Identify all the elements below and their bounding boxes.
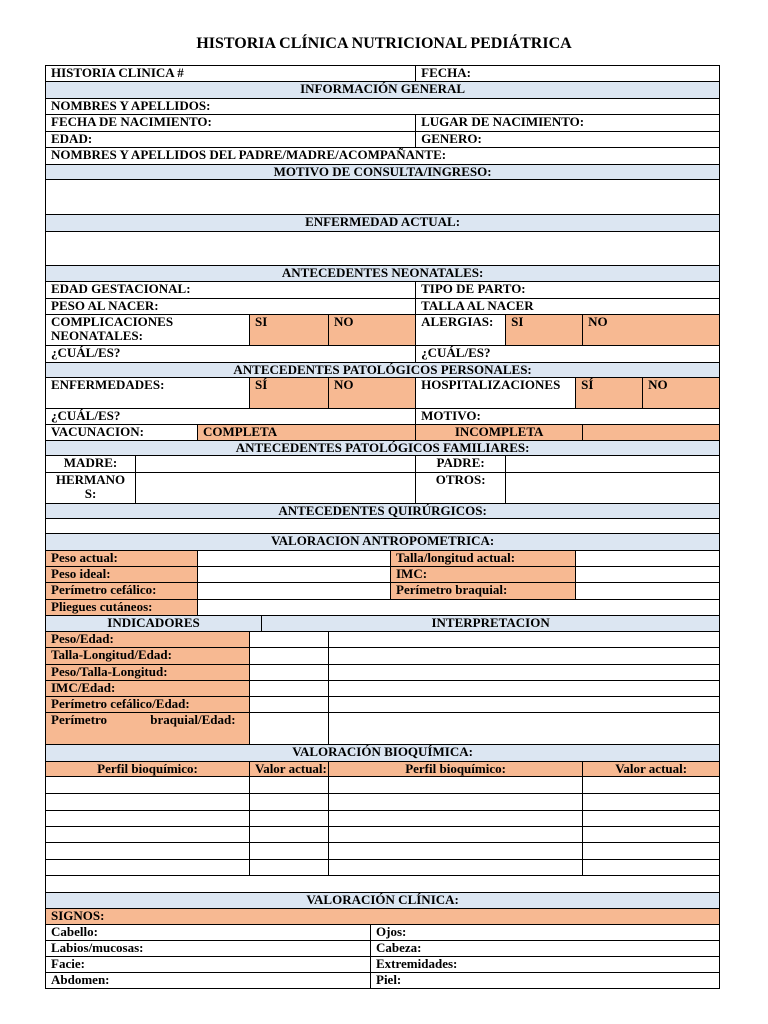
clinical-history-form (45, 65, 720, 989)
alergias-cuales-field[interactable]: ¿CUÁL/ES? (416, 346, 720, 363)
facie-field[interactable]: Facie: (46, 957, 371, 973)
bioquimica-cell[interactable] (329, 811, 583, 827)
valor-header: Valor actual: (250, 762, 329, 777)
alergias-label: ALERGIAS: (416, 315, 506, 346)
vacunacion-incompleta-option[interactable]: INCOMPLETA (416, 425, 583, 441)
indicador-label: Peso/Edad: (46, 632, 250, 648)
section-header-clinica: VALORACIÓN CLÍNICA: (46, 893, 720, 909)
bioquimica-cell[interactable] (250, 794, 329, 811)
madre-label: MADRE: (46, 456, 136, 473)
tipo-parto-field[interactable]: TIPO DE PARTO: (416, 282, 720, 299)
section-header-familiares: ANTECEDENTES PATOLÓGICOS FAMILIARES: (46, 441, 720, 456)
indicador-label: IMC/Edad: (46, 681, 250, 697)
perimetro-cefalico-label: Perímetro cefálico: (46, 583, 198, 600)
imc-label: IMC: (391, 567, 576, 583)
complicaciones-no-option[interactable]: NO (329, 315, 416, 346)
fecha-field[interactable]: FECHA: (416, 66, 720, 82)
enfermedades-si-option[interactable]: SÍ (250, 378, 329, 409)
section-header-general: INFORMACIÓN GENERAL (46, 82, 720, 99)
section-header-motivo: MOTIVO DE CONSULTA/INGRESO: (46, 165, 720, 180)
talla-actual-label: Talla/longitud actual: (391, 551, 576, 567)
nombres-field[interactable]: NOMBRES Y APELLIDOS: (46, 99, 720, 115)
piel-field[interactable]: Piel: (371, 973, 720, 989)
motivo-text-area[interactable] (46, 180, 720, 215)
vacunacion-label: VACUNACION: (46, 425, 198, 441)
indicador-label: Peso/Talla-Longitud: (46, 665, 250, 681)
interpretacion-value[interactable] (329, 632, 720, 648)
indicador-value[interactable] (250, 713, 329, 745)
peso-nacer-field[interactable]: PESO AL NACER: (46, 299, 416, 315)
hermanos-field[interactable] (136, 473, 416, 504)
otros-label: OTROS: (416, 473, 506, 504)
bioquimica-cell[interactable] (583, 811, 720, 827)
bioquimica-cell[interactable] (583, 794, 720, 811)
indicadores-header: INDICADORES (46, 616, 262, 632)
peso-actual-value[interactable] (198, 551, 391, 567)
edad-gestacional-field[interactable]: EDAD GESTACIONAL: (46, 282, 416, 299)
vacunacion-incompleta-check[interactable] (583, 425, 720, 441)
historia-clinica-field[interactable]: HISTORIA CLINICA # (46, 66, 416, 82)
indicador-label: Perímetro cefálico/Edad: (46, 697, 250, 713)
padre-field[interactable] (506, 456, 720, 473)
lugar-nacimiento-field[interactable]: LUGAR DE NACIMIENTO: (416, 115, 720, 132)
hospitalizaciones-si-option[interactable]: SÍ (576, 378, 643, 409)
bioquimica-cell[interactable] (46, 860, 250, 876)
bioquimica-cell[interactable] (250, 827, 329, 843)
bioquimica-cell[interactable] (250, 811, 329, 827)
quirurgicos-field[interactable] (46, 519, 720, 534)
pliegues-value[interactable] (198, 600, 720, 616)
bioquimica-cell[interactable] (46, 827, 250, 843)
indicador-value[interactable] (250, 697, 329, 713)
padre-madre-field[interactable]: NOMBRES Y APELLIDOS DEL PADRE/MADRE/ACOMPAÑANTE: (46, 148, 720, 165)
indicador-label: Talla-Longitud/Edad: (46, 648, 250, 665)
indicador-value[interactable] (250, 648, 329, 665)
interpretacion-header: INTERPRETACION (262, 616, 720, 632)
indicador-value[interactable] (250, 632, 329, 648)
bioquimica-cell[interactable] (250, 777, 329, 794)
section-header-quirurgicos: ANTECEDENTES QUIRÚRGICOS: (46, 504, 720, 519)
section-header-personales: ANTECEDENTES PATOLÓGICOS PERSONALES: (46, 363, 720, 378)
bioquimica-cell[interactable] (583, 843, 720, 860)
alergias-si-option[interactable]: SI (506, 315, 583, 346)
complicaciones-si-option[interactable]: SI (250, 315, 329, 346)
interpretacion-value[interactable] (329, 713, 720, 745)
complicaciones-cuales-field[interactable]: ¿CUÁL/ES? (46, 346, 416, 363)
perfil-header: Perfil bioquímico: (329, 762, 583, 777)
indicador-label: Perímetro braquial/Edad: (46, 713, 250, 745)
hospitalizaciones-motivo-field[interactable]: MOTIVO: (416, 409, 720, 425)
bioquimica-cell[interactable] (583, 860, 720, 876)
cabeza-field[interactable]: Cabeza: (371, 941, 720, 957)
vacunacion-completa-option[interactable]: COMPLETA (198, 425, 416, 441)
bioquimica-cell[interactable] (329, 860, 583, 876)
otros-field[interactable] (506, 473, 720, 504)
enfermedades-label: ENFERMEDADES: (46, 378, 250, 409)
cabello-field[interactable]: Cabello: (46, 925, 371, 941)
imc-value[interactable] (576, 567, 720, 583)
labios-field[interactable]: Labios/mucosas: (46, 941, 371, 957)
hermanos-label: HERMANOS: (46, 473, 136, 504)
section-header-enfermedad: ENFERMEDAD ACTUAL: (46, 215, 720, 232)
interpretacion-value[interactable] (329, 681, 720, 697)
interpretacion-value[interactable] (329, 665, 720, 681)
peso-ideal-value[interactable] (198, 567, 391, 583)
madre-field[interactable] (136, 456, 416, 473)
indicador-value[interactable] (250, 681, 329, 697)
perimetro-braquial-label: Perímetro braquial: (391, 583, 576, 600)
indicador-value[interactable] (250, 665, 329, 681)
peso-actual-label: Peso actual: (46, 551, 198, 567)
bioquimica-cell[interactable] (329, 794, 583, 811)
genero-field[interactable]: GENERO: (416, 132, 720, 148)
bioquimica-cell[interactable] (583, 777, 720, 794)
hospitalizaciones-label: HOSPITALIZACIONES (416, 378, 576, 409)
perfil-header: Perfil bioquímico: (46, 762, 250, 777)
pliegues-label: Pliegues cutáneos: (46, 600, 198, 616)
bioquimica-cell[interactable] (46, 811, 250, 827)
fecha-nacimiento-field[interactable]: FECHA DE NACIMIENTO: (46, 115, 416, 132)
section-header-neonatales: ANTECEDENTES NEONATALES: (46, 266, 720, 282)
hospitalizaciones-no-option[interactable]: NO (643, 378, 720, 409)
section-header-antropometrica: VALORACION ANTROPOMETRICA: (46, 534, 720, 551)
page-title: HISTORIA CLÍNICA NUTRICIONAL PEDIÁTRICA (196, 35, 572, 52)
ojos-field[interactable]: Ojos: (371, 925, 720, 941)
perimetro-cefalico-value[interactable] (198, 583, 391, 600)
section-header-bioquimica: VALORACIÓN BIOQUÍMICA: (46, 745, 720, 762)
padre-label: PADRE: (416, 456, 506, 473)
bioquimica-spacer (46, 876, 720, 893)
bioquimica-cell[interactable] (46, 843, 250, 860)
abdomen-field[interactable]: Abdomen: (46, 973, 371, 989)
bioquimica-cell[interactable] (46, 777, 250, 794)
bioquimica-cell[interactable] (250, 843, 329, 860)
enfermedades-no-option[interactable]: NO (329, 378, 416, 409)
extremidades-field[interactable]: Extremidades: (371, 957, 720, 973)
perimetro-braquial-value[interactable] (576, 583, 720, 600)
interpretacion-value[interactable] (329, 697, 720, 713)
bioquimica-cell[interactable] (583, 827, 720, 843)
enfermedades-cuales-field[interactable]: ¿CUÁL/ES? (46, 409, 416, 425)
bioquimica-cell[interactable] (329, 843, 583, 860)
peso-ideal-label: Peso ideal: (46, 567, 198, 583)
talla-nacer-field[interactable]: TALLA AL NACER (416, 299, 720, 315)
enfermedad-text-area[interactable] (46, 232, 720, 266)
alergias-no-option[interactable]: NO (583, 315, 720, 346)
bioquimica-cell[interactable] (329, 777, 583, 794)
talla-actual-value[interactable] (576, 551, 720, 567)
interpretacion-value[interactable] (329, 648, 720, 665)
signos-label: SIGNOS: (46, 909, 720, 925)
bioquimica-cell[interactable] (46, 794, 250, 811)
valor-header: Valor actual: (583, 762, 720, 777)
edad-field[interactable]: EDAD: (46, 132, 416, 148)
bioquimica-cell[interactable] (329, 827, 583, 843)
complicaciones-label: COMPLICACIONES NEONATALES: (46, 315, 250, 346)
bioquimica-cell[interactable] (250, 860, 329, 876)
